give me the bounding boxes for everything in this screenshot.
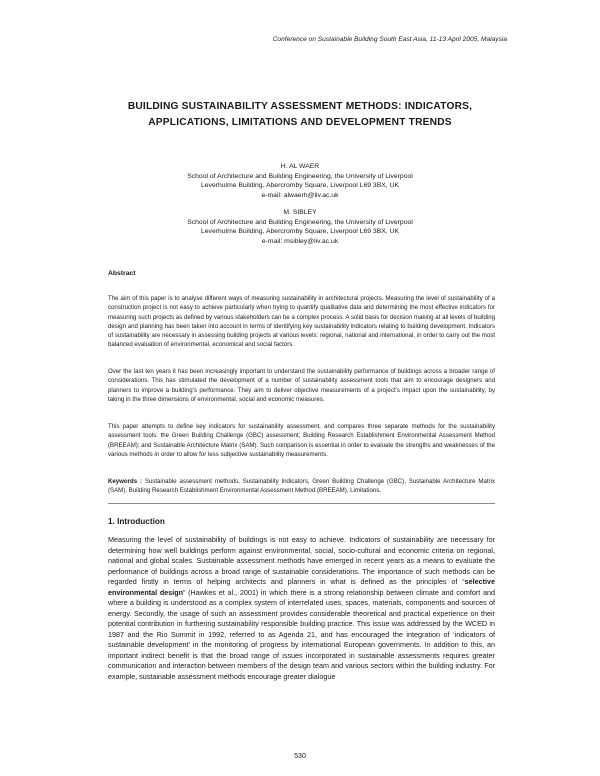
keywords-list: Sustainable assessment methods, Sustainability Indicators, Green Building Challenge (GBC), Sustainable Architecture Matrix (SAM), Building Research Establishment Environmental Assessment Method (BREEAM), Limitations. [108, 478, 495, 495]
author-email[interactable]: e-mail: alwaerh@liv.ac.uk [261, 191, 339, 199]
introduction-body [108, 535, 495, 682]
abstract-heading: Abstract [108, 270, 136, 277]
body-text: ” (Hawkes et al., 2001) in which there is a strong relationship between climate and comfort and where a building is understood as a complex system of interrelated uses, spaces, materials, components and sources of energy. Secondly, the usage of such an assessment provides considerable theoretical and practical experience on their potential contribution in furthering sustainability responsible building practice. This issue was addressed by the WCED in 1987 and the Rio Summit in 1992, referred to as Agenda 21, and has encouraged the integration of ‘indicators of sustainable development’ in the monitoring of progress by international European governments. In addition to this, an important indirect benefit is that the broad range of issues incorporated in sustainable assessments requires greater communication and interaction between members of the design team and various sectors within the building industry. For example, sustainable assessment methods encourage greater dialogue [108, 587, 495, 681]
author-block [150, 208, 450, 246]
paper-title: BUILDING SUSTAINABILITY ASSESSMENT METHODS: INDICATORS, APPLICATIONS, LIMITATIONS AND DEVELOPMENT TRENDS [127, 101, 473, 128]
page-number: 530 [294, 753, 306, 760]
author-affiliation: School of Architecture and Building Engineering, the University of Liverpool [187, 218, 413, 226]
abstract-paragraph: This paper attempts to define key indicators for sustainability assessment, and compares three separate methods for the sustainability assessment tools: the Green Building Challenge (GBC) assessment; Building Research Establishment Environmental Assessment Method (BREEAM); and Sustainable Architecture Matrix (SAM). Such comparison is essential in order to evaluate the strengths and weaknesses of the various methods in order to allow for less subjective sustainability measurements. [108, 423, 495, 458]
conference-header: Conference on Sustainable Building South East Asia, 11-13 April 2005, Malaysia [272, 36, 507, 43]
author-email[interactable]: e-mail: msibley@liv.ac.uk [261, 237, 339, 245]
abstract-paragraph: Over the last ten years it has been increasingly important to understand the sustainability performance of buildings across a broader range of considerations. This has stimulated the development of a number of sustainability assessment tools that aim to encourage designers and planners to improve a building's performance. They aim to deliver objective measurements of a project's impact upon the sustainability, by taking in the three dimensions of environmental, social and economic measures. [108, 368, 495, 403]
author-block [150, 162, 450, 200]
section-divider [108, 503, 495, 504]
abstract-paragraph: The aim of this paper is to analyse different ways of measuring sustainability in architectural projects. Measuring the level of sustainability of a construction project is not easy to achieve particularly when trying to quantify qualitative data and determining the most effective indicators for measuring such projects as defined by various stakeholders can be a complex process. A solid basis for decision making at all levels of building design and planning has been taken into account in terms of identifying key sustainability indicators relating to building development. Indicators of sustainability are necessary in assessing building projects at various levels: regional, national and international, in order to carry out the most balanced evaluation of environmental, economical and social factors. [108, 295, 495, 349]
author-name: H. AL WAER [280, 163, 320, 170]
body-emphasis: selective environmental design [108, 577, 495, 597]
section-heading: 1. Introduction [108, 517, 165, 526]
author-address: Leverhulme Building, Abercromby Square, Liverpool L69 3BX, UK [201, 228, 399, 236]
body-text: Measuring the level of sustainability of buildings is not easy to achieve. Indicators of sustainability are necessary for determining how well buildings perform against environmental, social, socio-cultural and economic criteria on regional, national and global scales. Sustainable assessment methods have emerged in recent years as a means to evaluate the performance of buildings across a broad range of sustainable considerations. The importance of such methods can be regarded firstly in terms of helping architects and planners in what is defined as the principles of “ [108, 535, 495, 586]
keywords [108, 477, 495, 496]
author-address: Leverhulme Building, Abercromby Square, Liverpool L69 3BX, UK [201, 182, 399, 190]
keywords-label: Keywords : [108, 478, 142, 485]
author-name: M. SIBLEY [283, 209, 317, 216]
author-affiliation: School of Architecture and Building Engineering, the University of Liverpool [187, 172, 413, 180]
